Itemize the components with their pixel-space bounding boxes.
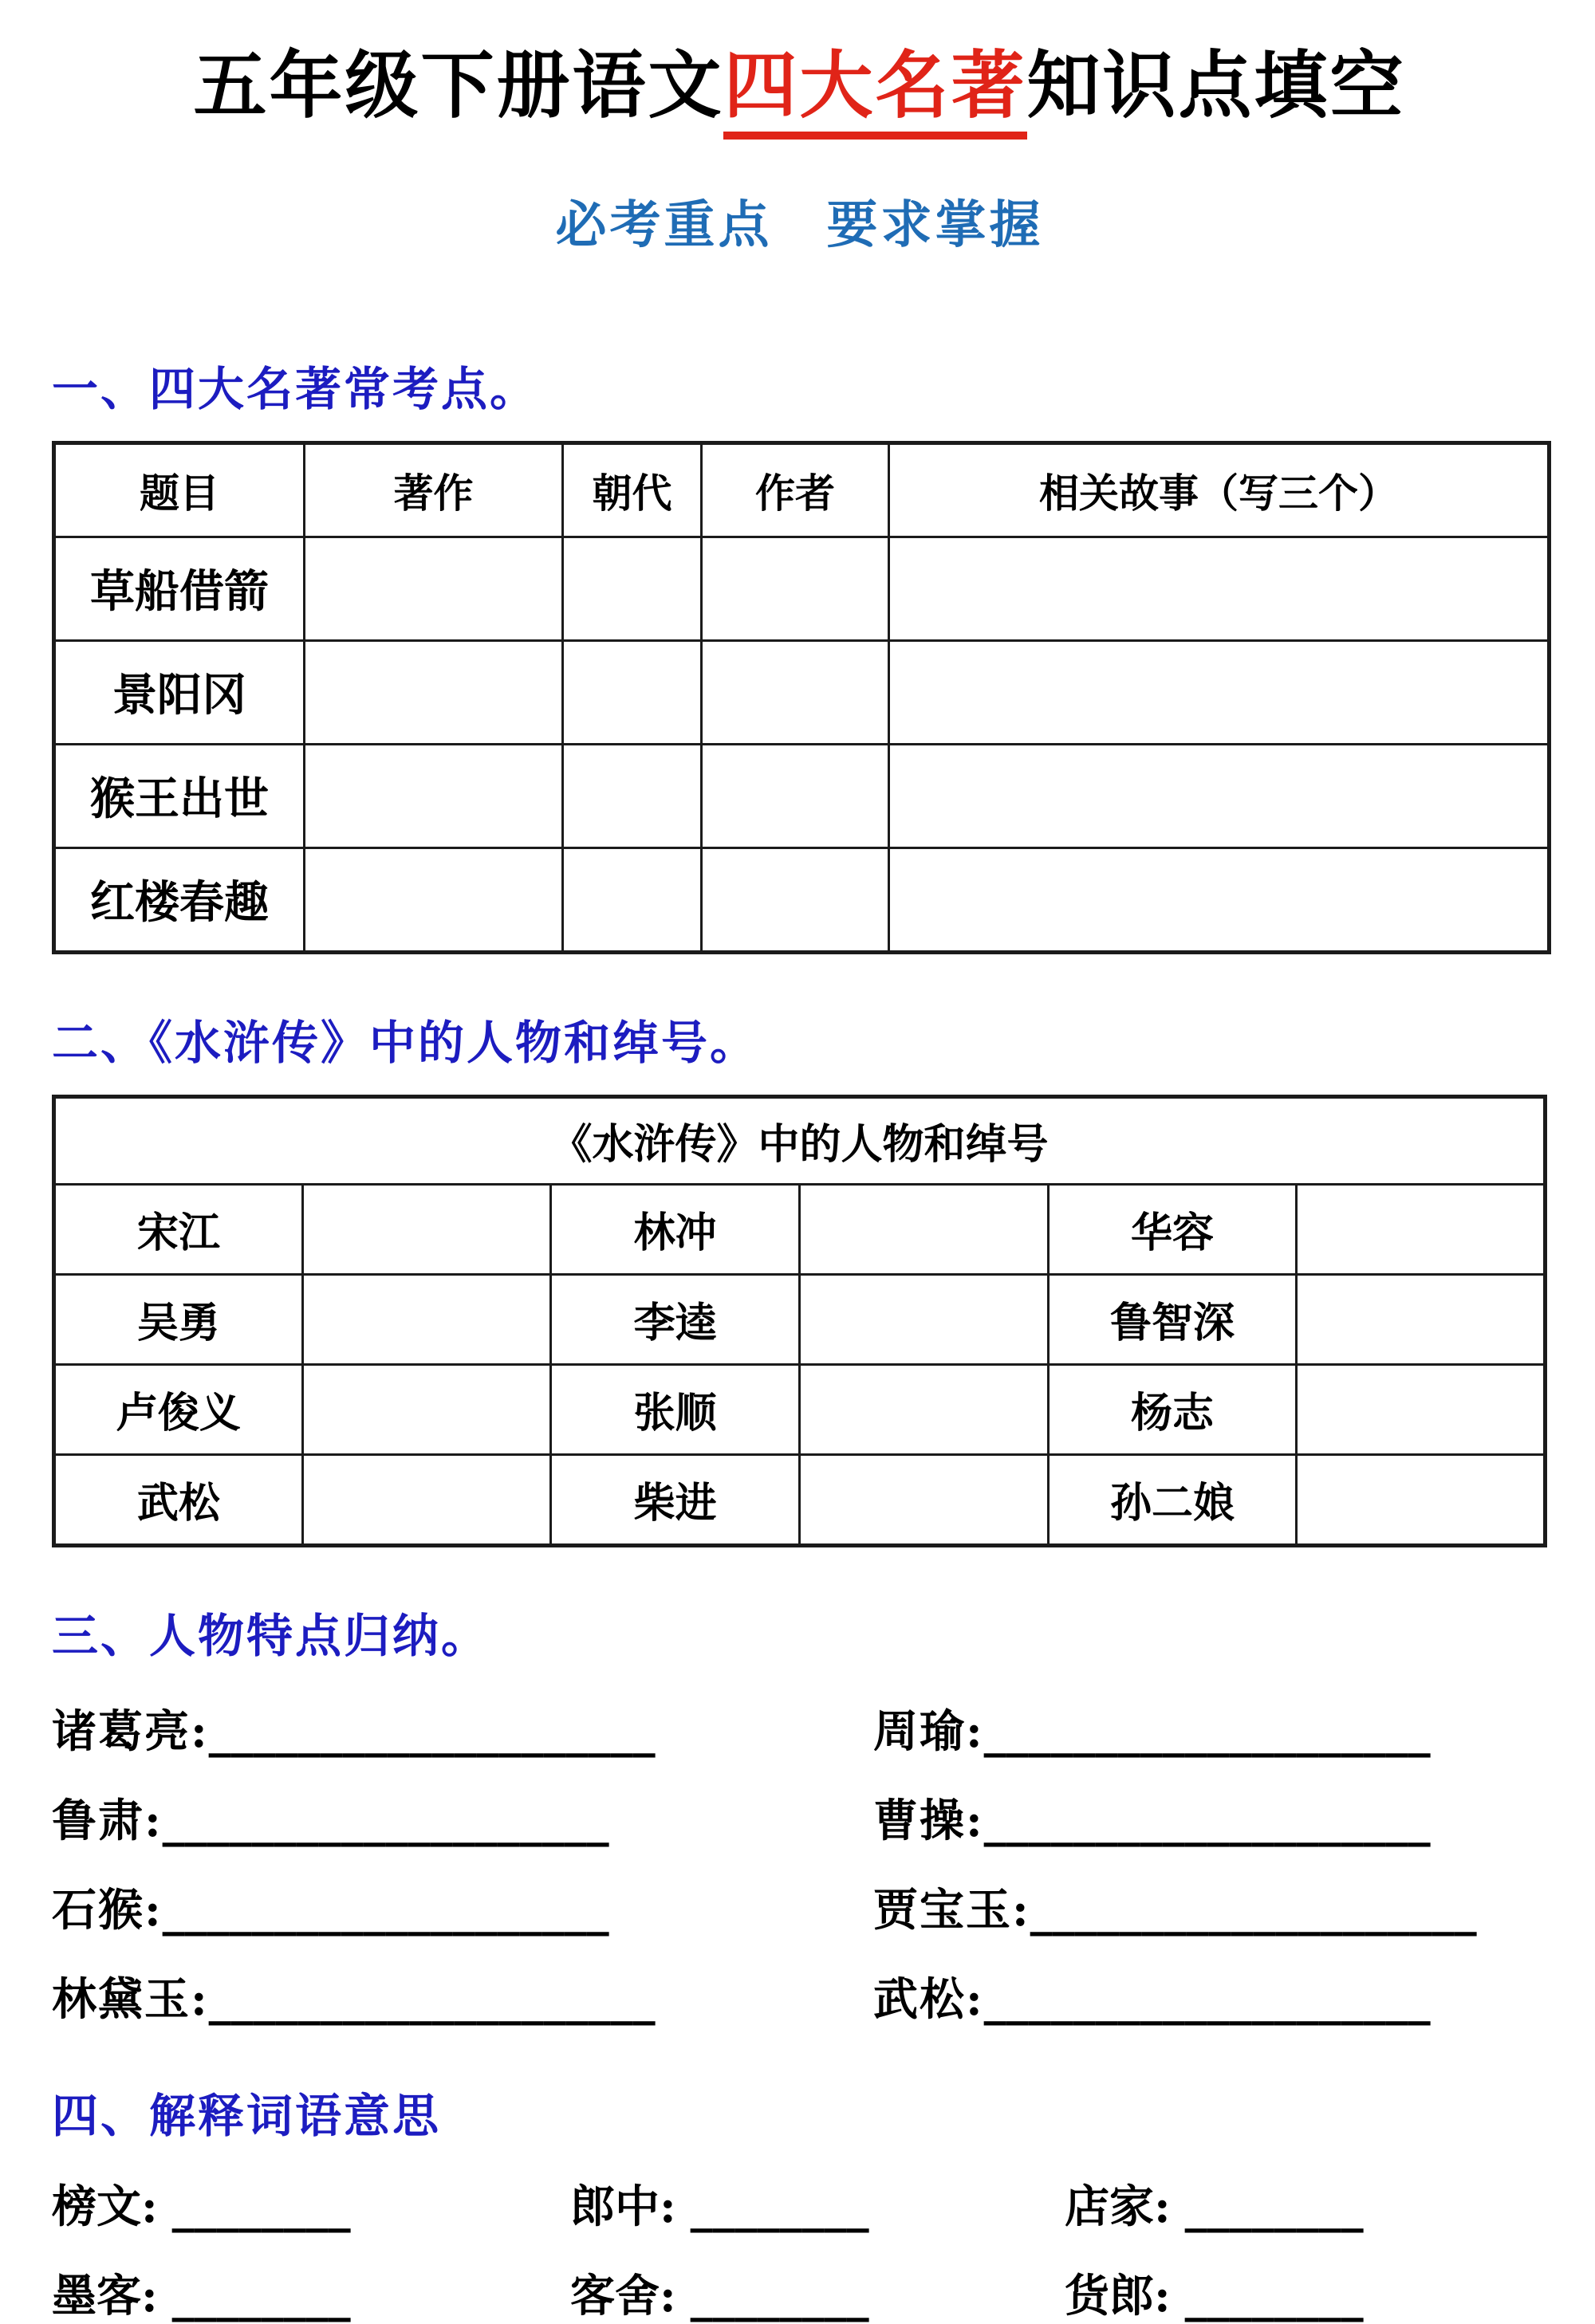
- word-item: [52, 2179, 570, 2235]
- character-name-cell: 卢俊义: [54, 1364, 303, 1454]
- section3-heading: 三、人物特点归纳。: [52, 1608, 490, 1663]
- table-header-cell: 著作: [305, 442, 563, 537]
- table-row: [54, 537, 1550, 640]
- character-name-cell: 李逵: [551, 1274, 800, 1364]
- nickname-blank-cell: [1297, 1274, 1546, 1364]
- word-item: [1065, 2179, 1547, 2235]
- title-prefix: 五年级下册语文: [193, 42, 724, 128]
- table-row: [54, 847, 1550, 952]
- word-blank: ________: [690, 2180, 869, 2233]
- word-blank: ________: [690, 2269, 869, 2322]
- classics-table-header-row: [54, 442, 1550, 537]
- page-title: [52, 44, 1547, 128]
- word-blank: ________: [171, 2180, 351, 2233]
- word-item: [570, 2268, 1065, 2324]
- table-header-cell: 题目: [54, 442, 305, 537]
- section4-heading: 四、解释词语意思: [52, 2088, 442, 2143]
- nickname-blank-cell: [799, 1454, 1048, 1545]
- table-header-cell: 作者: [702, 442, 889, 537]
- blank-cell: [563, 744, 702, 847]
- classics-table: [52, 441, 1551, 954]
- character-name-cell: 张顺: [551, 1364, 800, 1454]
- row-label-cell: 草船借箭: [54, 537, 305, 640]
- fill-line: [873, 1882, 1547, 1938]
- section1-heading: 一、四大名著常考点。: [52, 361, 539, 416]
- table-row: [54, 1274, 1546, 1364]
- character-name-cell: 林冲: [551, 1184, 800, 1274]
- fill-blank: ____________________: [1030, 1883, 1477, 1937]
- blank-cell: [305, 744, 563, 847]
- table-header-cell: 朝代: [563, 442, 702, 537]
- fill-label: 武松:: [873, 1972, 984, 2026]
- word-label: 郎中:: [570, 2180, 676, 2233]
- blank-cell: [889, 847, 1550, 952]
- fill-line: [873, 1972, 1547, 2027]
- nicknames-table: [52, 1095, 1547, 1547]
- title-suffix: 知识点填空: [1026, 42, 1406, 128]
- nickname-blank-cell: [1297, 1454, 1546, 1545]
- fill-line: [52, 1793, 873, 1849]
- fill-blank: ____________________: [208, 1972, 656, 2026]
- fill-label: 鲁肃:: [52, 1794, 163, 1847]
- fill-line: [52, 1704, 873, 1760]
- merged-header-cell: 《水浒传》中的人物和绰号: [54, 1096, 1546, 1184]
- nickname-blank-cell: [302, 1364, 551, 1454]
- nickname-blank-cell: [799, 1364, 1048, 1454]
- word-label: 墨客:: [52, 2269, 158, 2322]
- blank-cell: [305, 640, 563, 744]
- row-label-cell: 红楼春趣: [54, 847, 305, 952]
- section2-heading: 二、《水浒传》中的人物和绰号。: [52, 1015, 759, 1070]
- blank-cell: [702, 744, 889, 847]
- word-item: [570, 2179, 1065, 2235]
- word-row: [52, 2268, 1547, 2324]
- table-row: [54, 1364, 1546, 1454]
- row-label-cell: 猴王出世: [54, 744, 305, 847]
- word-row: [52, 2179, 1547, 2235]
- word-item: [52, 2268, 570, 2324]
- table-row: [54, 744, 1550, 847]
- nickname-blank-cell: [302, 1184, 551, 1274]
- fill-line: [873, 1704, 1547, 1760]
- subtitle: 必考重点 要求掌握: [555, 195, 1044, 255]
- blank-cell: [563, 537, 702, 640]
- fill-label: 石猴:: [52, 1883, 163, 1937]
- word-label: 榜文:: [52, 2180, 158, 2233]
- nickname-blank-cell: [302, 1274, 551, 1364]
- blank-cell: [889, 744, 1550, 847]
- character-name-cell: 吴勇: [54, 1274, 303, 1364]
- character-name-cell: 鲁智深: [1048, 1274, 1297, 1364]
- fill-label: 曹操:: [873, 1794, 984, 1847]
- row-label-cell: 景阳冈: [54, 640, 305, 744]
- blank-cell: [889, 640, 1550, 744]
- blank-cell: [563, 640, 702, 744]
- fill-label: 诸葛亮:: [52, 1705, 209, 1758]
- fill-label: 林黛玉:: [52, 1972, 209, 2026]
- blank-cell: [305, 537, 563, 640]
- fill-label: 周瑜:: [873, 1705, 984, 1758]
- nicknames-table-header-row: [54, 1096, 1546, 1184]
- blank-cell: [563, 847, 702, 952]
- word-blank: ________: [1184, 2269, 1364, 2322]
- table-row: [54, 1184, 1546, 1274]
- character-name-cell: 柴进: [551, 1454, 800, 1545]
- character-name-cell: 孙二娘: [1048, 1454, 1297, 1545]
- character-name-cell: 宋江: [54, 1184, 303, 1274]
- fill-blank: ____________________: [162, 1794, 609, 1847]
- blank-cell: [702, 537, 889, 640]
- nickname-blank-cell: [1297, 1364, 1546, 1454]
- fill-blank: ____________________: [162, 1883, 609, 1937]
- word-label: 店家:: [1065, 2180, 1171, 2233]
- table-header-cell: 相关故事（写三个）: [889, 442, 1550, 537]
- blank-cell: [305, 847, 563, 952]
- fill-line: [52, 1882, 873, 1938]
- blank-cell: [702, 847, 889, 952]
- word-definitions-list: [52, 2179, 1547, 2324]
- fill-blank: ____________________: [983, 1972, 1431, 2026]
- word-blank: ________: [171, 2269, 351, 2322]
- title-highlight: 四大名著: [723, 42, 1026, 140]
- fill-label: 贾宝玉:: [873, 1883, 1030, 1937]
- word-label: 客舍:: [570, 2269, 676, 2322]
- table-row: [54, 1454, 1546, 1545]
- word-label: 货郎:: [1065, 2269, 1171, 2322]
- word-item: [1065, 2268, 1547, 2324]
- character-traits-list: [52, 1670, 1547, 2027]
- character-name-cell: 杨志: [1048, 1364, 1297, 1454]
- table-row: [54, 640, 1550, 744]
- nickname-blank-cell: [799, 1184, 1048, 1274]
- fill-line: [52, 1972, 873, 2027]
- fill-line: [873, 1793, 1547, 1849]
- blank-cell: [702, 640, 889, 744]
- fill-blank: ____________________: [208, 1705, 656, 1758]
- fill-blank: ____________________: [983, 1705, 1431, 1758]
- nickname-blank-cell: [1297, 1184, 1546, 1274]
- blank-cell: [889, 537, 1550, 640]
- character-name-cell: 华容: [1048, 1184, 1297, 1274]
- nickname-blank-cell: [302, 1454, 551, 1545]
- character-name-cell: 武松: [54, 1454, 303, 1545]
- nickname-blank-cell: [799, 1274, 1048, 1364]
- word-blank: ________: [1184, 2180, 1364, 2233]
- fill-blank: ____________________: [983, 1794, 1431, 1847]
